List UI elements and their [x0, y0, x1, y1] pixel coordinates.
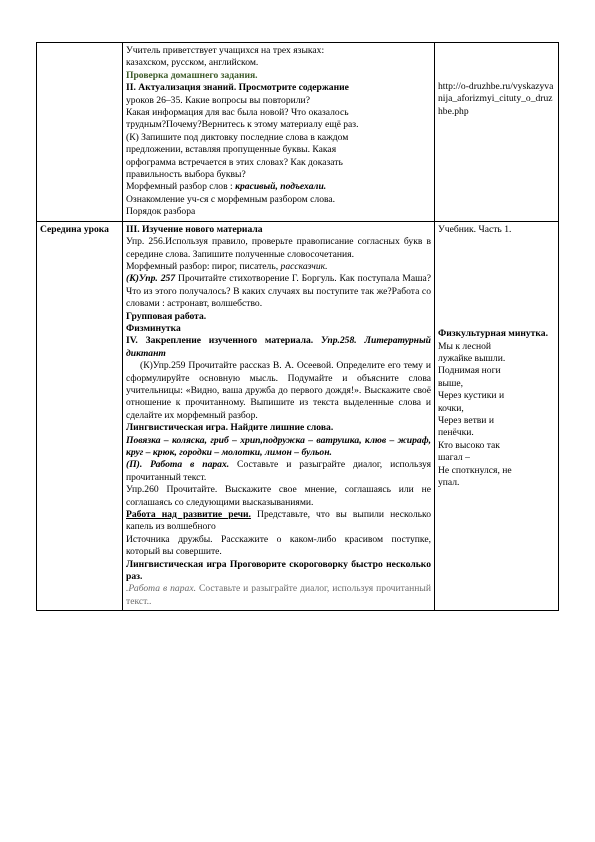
poem-line: Мы к лесной	[438, 340, 492, 352]
pairs-work: (П). Работа в парах. Составьте и разыграйте диалог, используя прочитанный текст.	[126, 459, 431, 483]
poem-line: шагал –	[438, 452, 470, 464]
line-difficult: трудным?Почему?Вернитесь к этому материалу ещё раз.	[126, 119, 359, 131]
exercise-257: (К)Упр. 257 Прочитайте стихотворение Г. Боргуль. Как поступала Маша? Что из этого получалось? В каких случаях вы поступите так же?Работа со словами : астронавт, волшебство.	[126, 273, 431, 310]
stage-cell-empty	[37, 43, 123, 222]
exercise-259: (К)Упр.259 Прочитайте рассказ В. А. Осеевой. Определите его тему и сформулируйте основную мысль. Подумайте и объясните слова учительницы: «Видно, ваша дружба до первого дождя!». Выскажите своё отношение к прочитанному. Выпишите из текста выделенные слова и сделайте их морфемный разбор.	[126, 360, 431, 421]
poem-line: Поднимая ноги	[438, 365, 501, 377]
resource-cell-textbook	[435, 221, 559, 611]
friendship-source: Источника дружбы. Расскажите о каком-либо красивом поступке, который вы совершите.	[126, 533, 431, 558]
resource-cell-link	[435, 43, 559, 222]
line-sentence: предложении, вставляя пропущенные буквы. Какая	[126, 144, 337, 156]
linguistic-words: Повязка – коляска, гриб – хрип,подружка – ватрушка, клюв – жираф, круг – крюк, городки – молотки, лимон – бульон.	[126, 434, 431, 458]
poem-line: Через ветви и	[438, 414, 494, 426]
poem-line: Не споткнулся, не	[438, 464, 512, 476]
friendship-link[interactable]: http://o-druzhbe.ru/vyskazyvanija_aforizmyi_cituty_o_druzhbe.php	[438, 81, 554, 117]
poem-line: Кто высоко так	[438, 439, 500, 451]
poem-line: Через кустики и	[438, 390, 505, 402]
pairs-work-2: .Работа в парах. Составьте и разыграйте диалог, используя прочитанный текст..	[126, 583, 432, 607]
morph-analysis-2: Морфемный разбор: пирог, писатель, рассказчик.	[126, 260, 328, 272]
linguistic-game-1: Лингвистическая игра. Найдите лишние слова.	[126, 422, 334, 434]
textbook-label: Учебник. Часть 1.	[438, 223, 512, 235]
fizminutka-title: Физкультурная минутка.	[438, 328, 548, 340]
poem-line: лужайке вышли.	[438, 352, 506, 364]
linguistic-game-2: Лингвистическая игра Проговорите скороговорку быстро несколько раз.	[126, 558, 431, 583]
table-row	[37, 221, 559, 611]
poem-line: кочки,	[438, 402, 464, 414]
line-acquaint: Ознакомление уч-ся с морфемным разбором слова.	[126, 193, 336, 205]
line-morph-words: Морфемный разбор слов : красивый, подъехали.	[126, 181, 327, 193]
speech-development: Работа над развитие речи. Представьте, что вы выпили несколько капель из волшебного	[126, 509, 431, 533]
exercise-260: Упр.260 Прочитайте. Выскажите свое мнение, соглашаясь или не соглашаясь со следующими высказываниями.	[126, 484, 431, 508]
poem-line: выше,	[438, 377, 464, 389]
line-order: Порядок разбора	[126, 206, 196, 218]
lesson-plan-table	[36, 42, 559, 611]
section-new-material: III. Изучение нового материала	[126, 223, 263, 235]
line-dictation: (К) Запишите под диктовку последние слова в каждом	[126, 131, 349, 143]
line-homework-check: Проверка домашнего задания.	[126, 69, 258, 81]
group-work: Групповая работа.	[126, 310, 207, 322]
activity-cell-main	[123, 221, 435, 611]
line-greeting: Учитель приветствует учащихся на трех языках:	[126, 45, 325, 56]
poem-line: пенёчки.	[438, 427, 474, 439]
table-row	[37, 43, 559, 222]
fizminutka-label: Физминутка	[126, 322, 181, 334]
line-actualization: II. Актуализация знаний. Просмотрите содержание	[126, 82, 349, 94]
section-consolidation: IV. Закрепление изученного материала. Упр.258. Литературный диктант	[126, 335, 431, 359]
exercise-256: Упр. 256.Используя правило, проверьте правописание согласных букв в середине слова. Запишите полученные словосочетания.	[126, 236, 431, 260]
poem-line: упал.	[438, 476, 460, 488]
line-correctness: правильность выбора буквы?	[126, 169, 246, 181]
line-new-info: Какая информация для вас была новой? Что оказалось	[126, 107, 349, 119]
activity-cell-intro	[123, 43, 435, 222]
line-lessons: уроков 26–35. Какие вопросы вы повторили?	[126, 94, 310, 106]
line-orthogram: орфограмма встречается в этих словах? Как доказать	[126, 156, 343, 168]
stage-cell-middle: Середина урока	[37, 221, 123, 611]
line-languages: казахском, русском, английском.	[126, 57, 259, 69]
